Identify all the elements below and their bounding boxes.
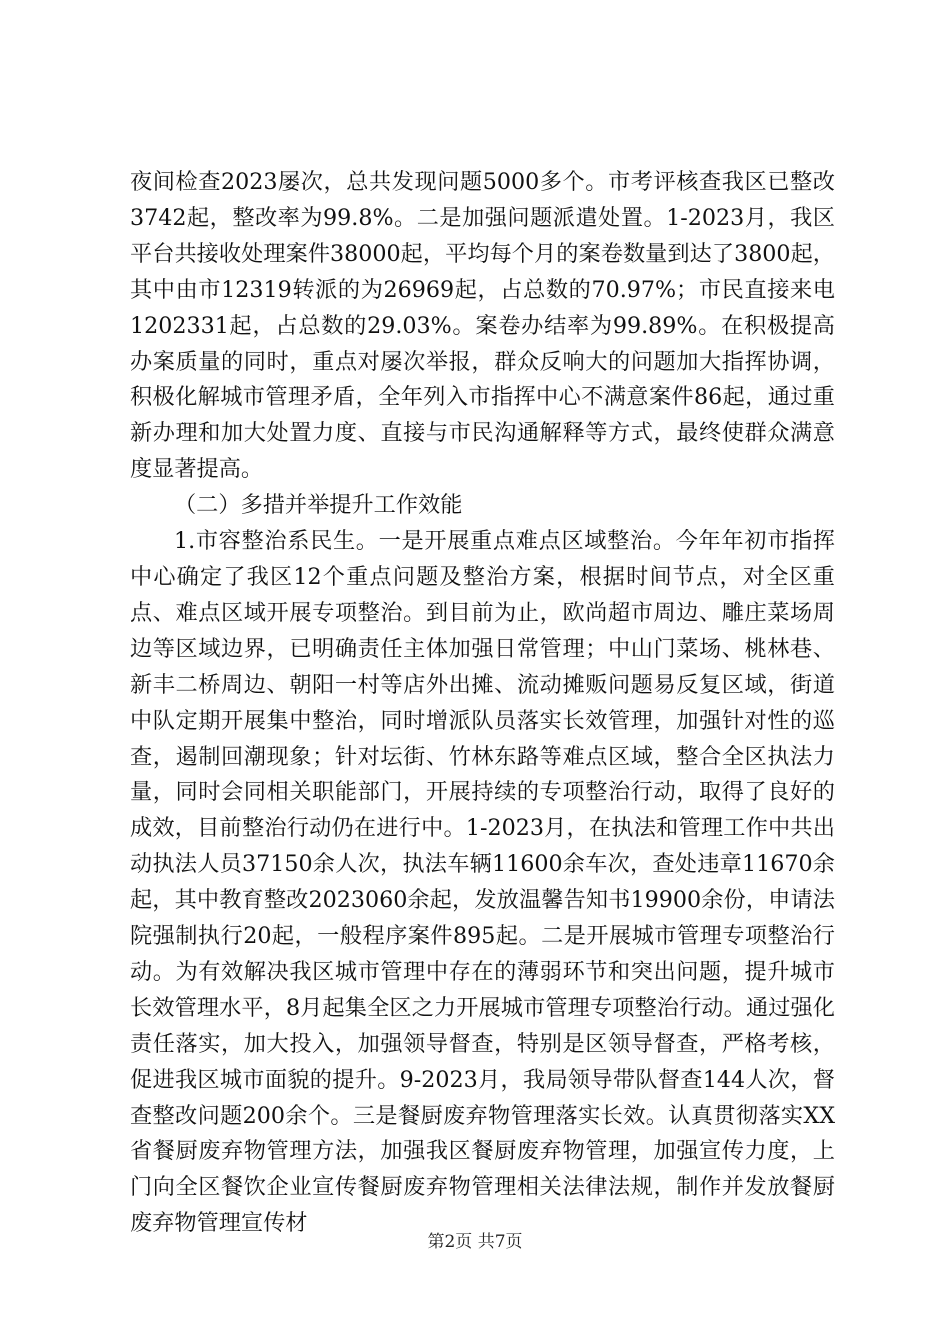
page-number: 第2页 共7页 [427,1232,523,1252]
body-paragraph-1: 夜间检查2023屡次，总共发现问题5000多个。市考评核查我区已整改3742起，整改率为99.8%。二是加强问题派遣处置。1-2023月，我区平台共接收处理案件38000起，平均每个月的案卷数量到达了3800起，其中由市12319转派的为26969起，占总数的70.97%；市民直接来电1202331起，占总数的29.03%。案卷办结率为99.89%。在积极提高办案质量的同时，重点对屡次举报，群众反响大的问题加大指挥协调，积极化解城市管理矛盾，全年列入市指挥中心不满意案件86起，通过重新办理和加大处置力度、直接与市民沟通解释等方式，最终使群众满意度显著提高。 [130,169,835,483]
body-paragraph-2: 1.市容整治系民生。一是开展重点难点区域整治。今年年初市指挥中心确定了我区12个重点问题及整治方案，根据时间节点，对全区重点、难点区域开展专项整治。到目前为止，欧尚超市周边、雕庄菜场周边等区域边界，已明确责任主体加强日常管理；中山门菜场、桃林巷、新丰二桥周边、朝阳一村等店外出摊、流动摊贩问题易反复区域，街道中队定期开展集中整治，同时增派队员落实长效管理，加强针对性的巡查，遏制回潮现象；针对坛街、竹林东路等难点区域，整合全区执法力量，同时会同相关职能部门，开展持续的专项整治行动，取得了良好的成效，目前整治行动仍在进行中。1-2023月，在执法和管理工作中共出动执法人员37150余人次，执法车辆11600余车次，查处违章11670余起，其中教育整改2023060余起，发放温馨告知书19900余份，申请法院强制执行20起，一般程序案件895起。二是开展城市管理专项整治行动。为有效解决我区城市管理中存在的薄弱环节和突出问题，提升城市长效管理水平，8月起集全区之力开展城市管理专项整治行动。通过强化责任落实，加大投入，加强领导督查，特别是区领导督查，严格考核，促进我区城市面貌的提升。9-2023月，我局领导带队督查144人次，督查整改问题200余个。三是餐厨废弃物管理落实长效。认真贯彻落实XX省餐厨废弃物管理方法，加强我区餐厨废弃物管理，加强宣传力度，上门向全区餐饮企业宣传餐厨废弃物管理相关法律法规，制作并发放餐厨废弃物管理宣传材 [130,528,835,1237]
section-heading: （二）多措并举提升工作效能 [174,492,463,519]
page-footer [0,1230,950,1254]
document-body [130,165,835,1242]
